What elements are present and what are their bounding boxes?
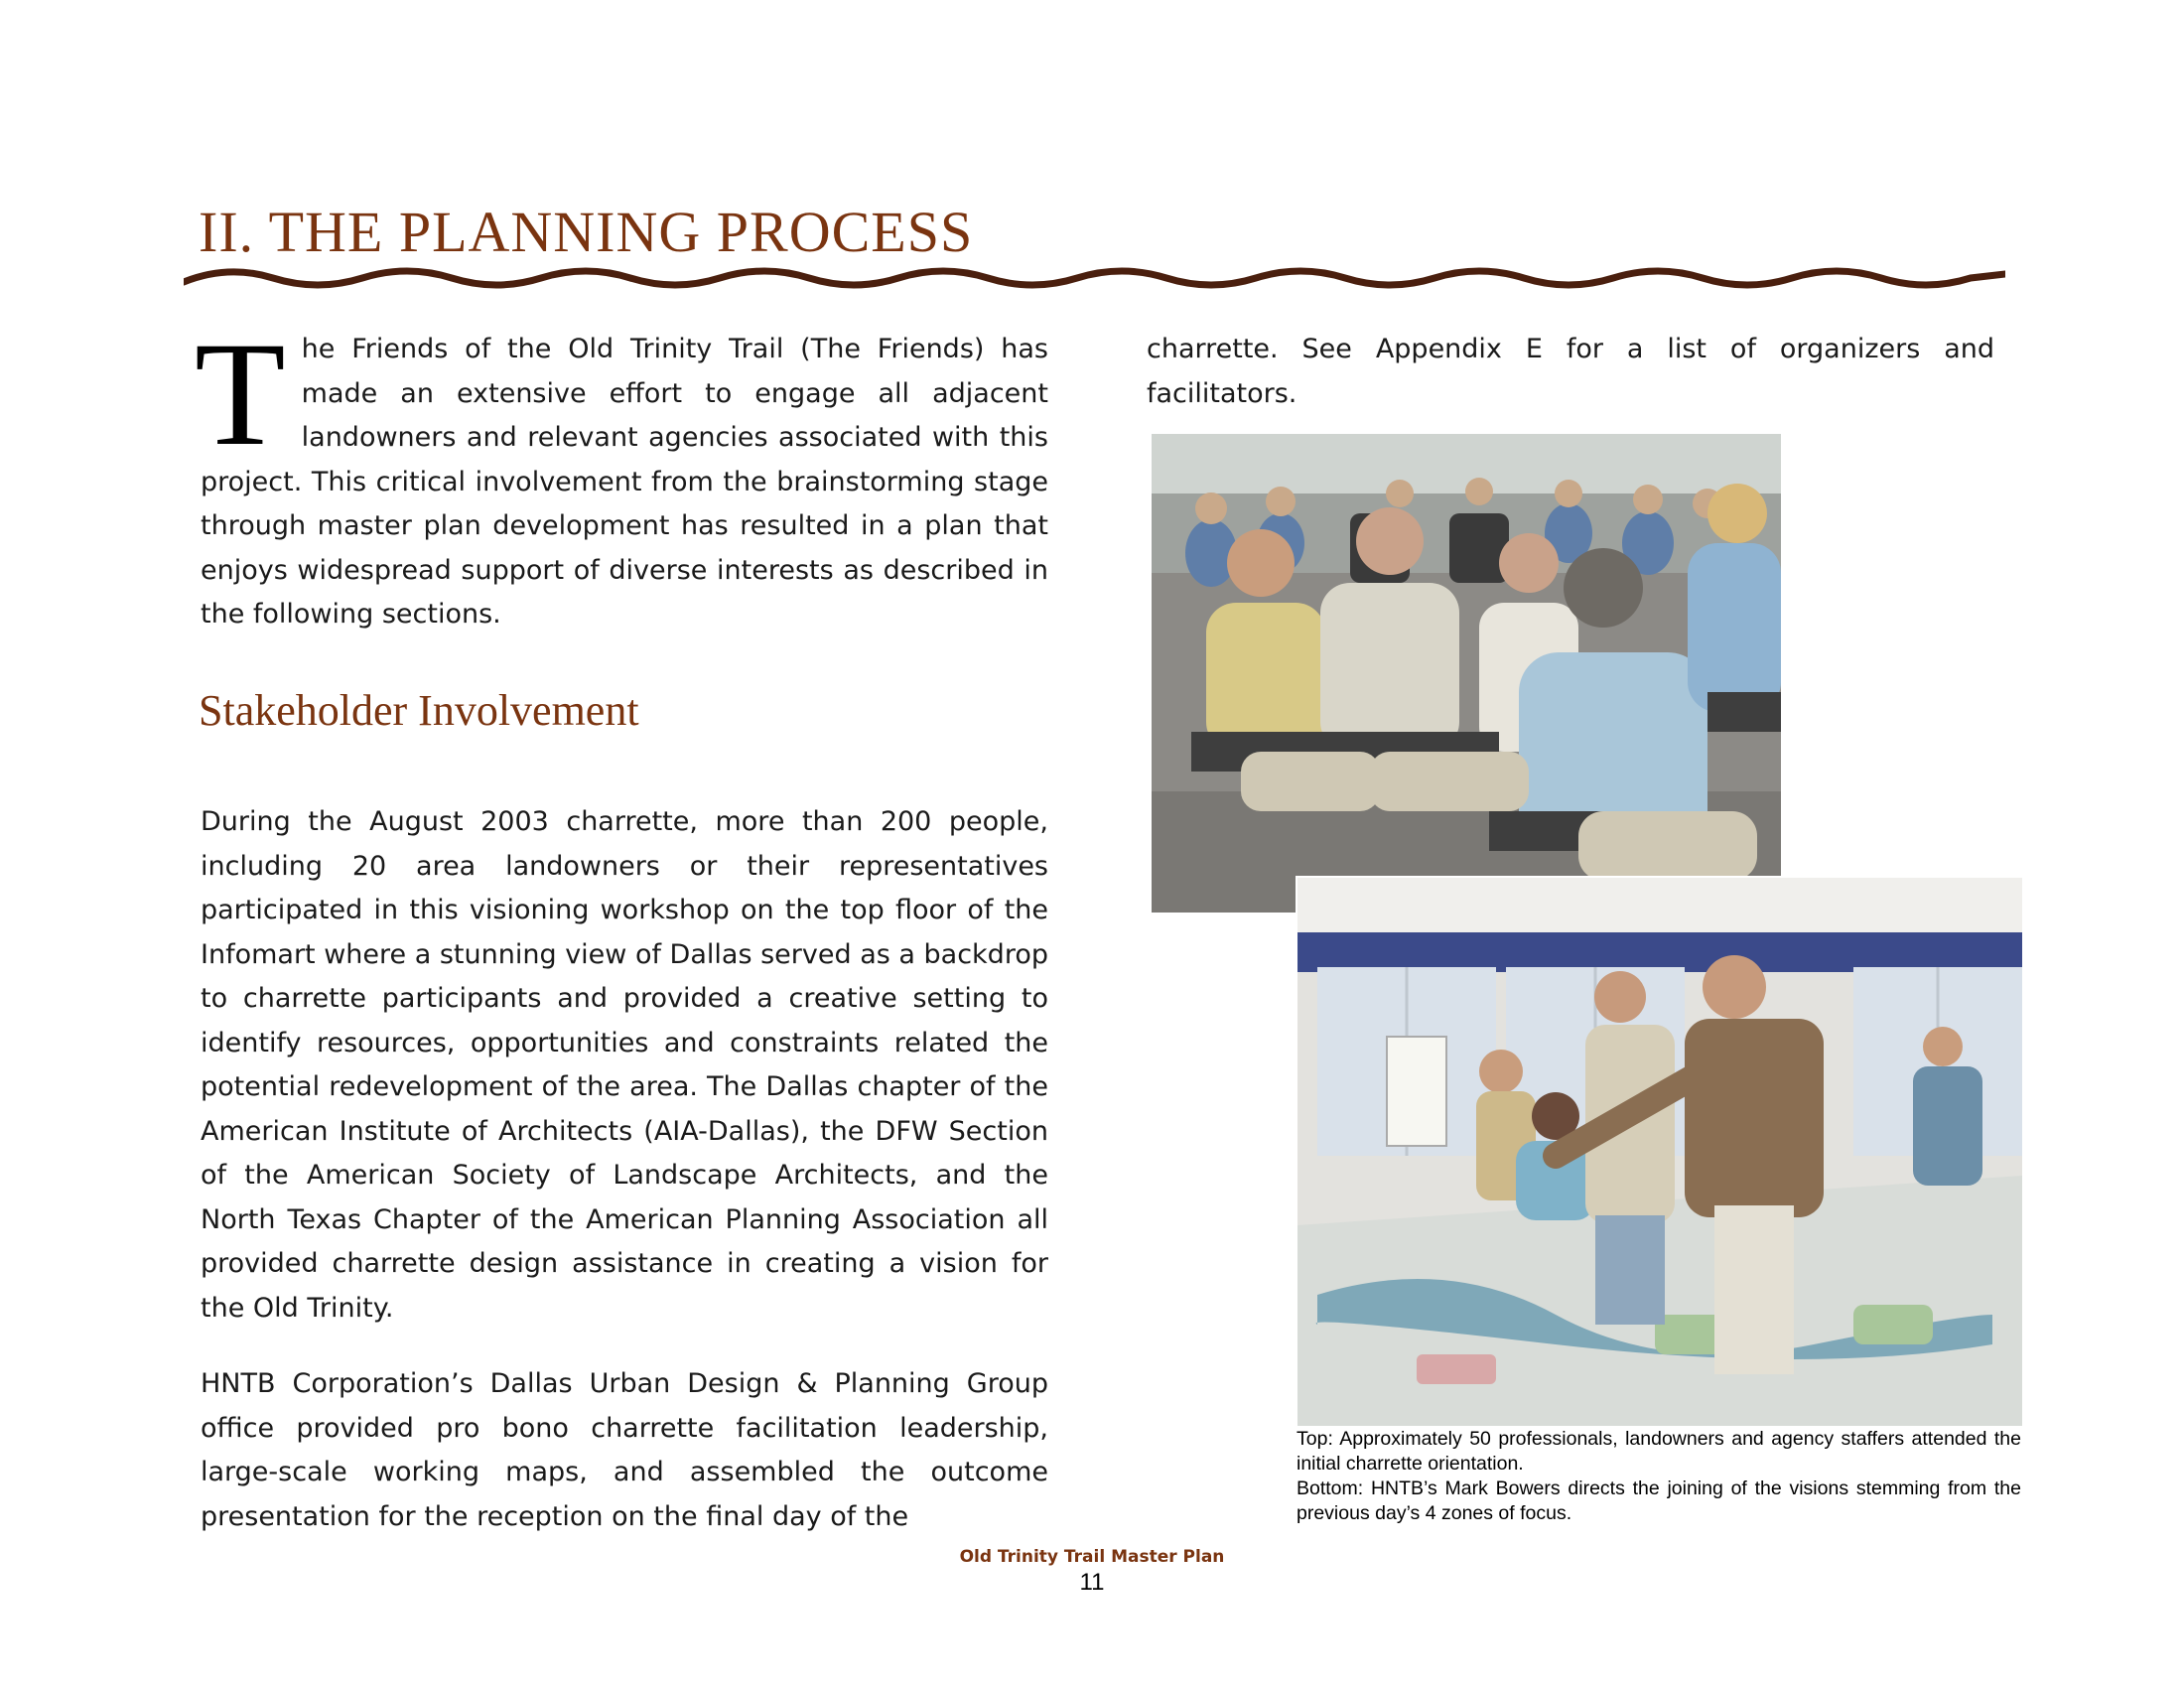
intro-text: he Friends of the Old Trinity Trail (The Friends) has made an extensive effort to engage all adjacent landowners and relevant agencies associated with this project. This critical involvement from the brainstorming stage through master plan development has resulted in a plan that enjoys widespread support of diverse interests as described in the following sections. <box>201 334 1048 630</box>
caption-bottom: Bottom: HNTB’s Mark Bowers directs the joining of the visions stemming from the previous day’s 4 zones of focus. <box>1297 1477 2021 1524</box>
paragraph-hntb: HNTB Corporation’s Dallas Urban Design & Planning Group office provided pro bono charrette facilitation leadership, large-scale working maps, and assembled the outcome presentation for the reception on the final day of the <box>201 1368 1048 1532</box>
intro-paragraph <box>195 312 1048 637</box>
photo-charrette-audience <box>1152 434 1781 913</box>
page-number: 11 <box>1079 1569 1105 1596</box>
paragraph-charrette: During the August 2003 charrette, more than 200 people, including 20 area landowners or their representatives participated in this visioning workshop on the top floor of the Infomart where a stunning view of Dallas served as a backdrop to charrette participants and provided a creative setting to identify resources, opportunities and constraints related the potential redevelopment of the area. The Dallas chapter of the American Institute of Architects (AIA-Dallas), the DFW Section of the American Society of Landscape Architects, and the North Texas Chapter of the American Planning Association all provided charrette design assistance in creating a vision for the Old Trinity. <box>201 806 1048 1324</box>
photo-caption <box>1297 1427 2021 1526</box>
drop-cap: T <box>195 312 286 477</box>
photo-map-table-session <box>1296 876 2022 1426</box>
section-title: II. THE PLANNING PROCESS <box>199 200 974 264</box>
footer-document-title: Old Trinity Trail Master Plan <box>959 1547 1225 1567</box>
subheading-stakeholder: Stakeholder Involvement <box>199 686 639 735</box>
wavy-divider <box>184 260 2005 296</box>
paragraph-hntb-continued: charrette. See Appendix E for a list of organizers and facilitators. <box>1147 334 1994 409</box>
caption-top: Top: Approximately 50 professionals, landowners and agency staffers attended the initial charrette orientation. <box>1297 1428 2021 1475</box>
